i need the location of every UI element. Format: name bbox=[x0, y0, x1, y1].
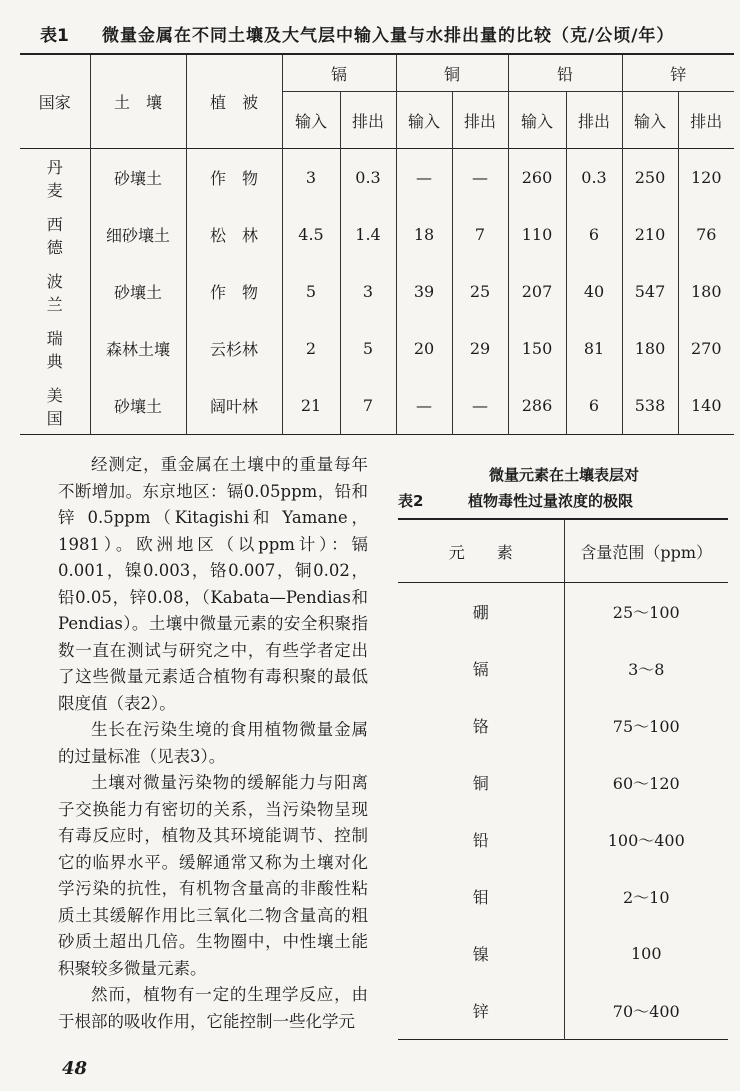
table-row bbox=[398, 925, 728, 982]
cell-pb-input: 286 bbox=[508, 377, 566, 435]
cell-range: 75～100 bbox=[564, 697, 728, 754]
cell-zn-input: 538 bbox=[622, 377, 678, 435]
cell-element: 铬 bbox=[472, 717, 489, 736]
header-cd-input: 输入 bbox=[282, 92, 340, 149]
cell-vegetation: 阔叶林 bbox=[186, 377, 282, 435]
cell-vegetation: 作 物 bbox=[186, 149, 282, 207]
cell-element: 硼 bbox=[472, 603, 489, 622]
table-row bbox=[20, 263, 734, 320]
table-row bbox=[20, 206, 734, 263]
table-row bbox=[398, 640, 728, 697]
cell-element: 铅 bbox=[472, 831, 489, 850]
cell-cd-output: 3 bbox=[340, 263, 396, 320]
paragraph: 然而，植物有一定的生理学反应，由于根部的吸收作用，它能控制一些化学元 bbox=[58, 985, 368, 1031]
cell-pb-input: 207 bbox=[508, 263, 566, 320]
cell-cu-input: 20 bbox=[396, 320, 452, 377]
cell-cd-output: 1.4 bbox=[340, 206, 396, 263]
cell-range: 60～120 bbox=[564, 754, 728, 811]
header-zn-output: 排出 bbox=[678, 92, 734, 149]
table2-caption-line2: 植物毒性过量浓度的极限 bbox=[468, 492, 634, 510]
cell-zn-output: 180 bbox=[678, 263, 734, 320]
cell-soil: 森林土壤 bbox=[90, 320, 186, 377]
cell-country: 丹麦 bbox=[46, 157, 77, 200]
table-row bbox=[398, 754, 728, 811]
cell-vegetation: 云杉林 bbox=[186, 320, 282, 377]
cell-zn-input: 180 bbox=[622, 320, 678, 377]
header-cu-output: 排出 bbox=[452, 92, 508, 149]
cell-element: 锌 bbox=[472, 1002, 489, 1021]
table-row bbox=[20, 149, 734, 207]
header-range: 含量范围（ppm） bbox=[564, 519, 728, 583]
cell-element: 镍 bbox=[472, 945, 489, 964]
body-text bbox=[58, 452, 368, 1035]
cell-cd-input: 5 bbox=[282, 263, 340, 320]
cell-pb-output: 40 bbox=[566, 263, 622, 320]
cell-soil: 砂壤土 bbox=[90, 263, 186, 320]
header-pb-output: 排出 bbox=[566, 92, 622, 149]
header-zinc: 锌 bbox=[622, 54, 734, 92]
table1-title-text: 微量金属在不同土壤及大气层中输入量与水排出量的比较（克/公顷/年） bbox=[102, 25, 675, 46]
cell-zn-output: 76 bbox=[678, 206, 734, 263]
cell-cd-output: 5 bbox=[340, 320, 396, 377]
table2-caption bbox=[398, 490, 730, 511]
cell-cd-input: 21 bbox=[282, 377, 340, 435]
cell-zn-output: 270 bbox=[678, 320, 734, 377]
cell-cu-input: — bbox=[396, 149, 452, 207]
cell-pb-output: 6 bbox=[566, 377, 622, 435]
cell-range: 100～400 bbox=[564, 811, 728, 868]
cell-country: 瑞典 bbox=[46, 328, 77, 371]
cell-pb-input: 150 bbox=[508, 320, 566, 377]
table2 bbox=[398, 518, 728, 1040]
table-row bbox=[398, 811, 728, 868]
cell-pb-input: 260 bbox=[508, 149, 566, 207]
table-row bbox=[398, 697, 728, 754]
cell-country: 波兰 bbox=[46, 271, 77, 314]
header-cd-output: 排出 bbox=[340, 92, 396, 149]
cell-zn-input: 547 bbox=[622, 263, 678, 320]
cell-range: 2～10 bbox=[564, 868, 728, 925]
cell-pb-output: 81 bbox=[566, 320, 622, 377]
table-row bbox=[398, 583, 728, 641]
cell-soil: 细砂壤土 bbox=[90, 206, 186, 263]
paragraph: 土壤对微量污染物的缓解能力与阳离子交换能力有密切的关系，当污染物呈现有毒反应时，植物及其环境能调节、控制它的临界水平。缓解通常又称为土壤对化学污染的抗性，有机物含量高的非酸性粘质土其缓解作用比三氧化二物含量高的粗砂质土超出几倍。生物圈中，中性壤土能积聚较多微量元素。 bbox=[58, 773, 368, 978]
header-zn-input: 输入 bbox=[622, 92, 678, 149]
cell-country: 西德 bbox=[46, 214, 77, 257]
cell-cu-output: 25 bbox=[452, 263, 508, 320]
paragraph: 经测定，重金属在土壤中的重量每年不断增加。东京地区：镉0.05ppm，铅和锌 0.5ppm（Kitagishi和 Yamane，1981）。欧洲地区（以ppm计）：镉0.001，镍0.003，铬0.007，铜0.02，铅0.05，锌0.08，（Kabata—Pendias和Pendias）。土壤中微量元素的安全积聚指数一直在测试与研究之中，有些学者定出了这些微量元素适合植物有毒积聚的最低限度值（表2）。 bbox=[58, 455, 368, 713]
cell-vegetation: 作 物 bbox=[186, 263, 282, 320]
table-row bbox=[398, 868, 728, 925]
cell-pb-output: 6 bbox=[566, 206, 622, 263]
header-vegetation: 植 被 bbox=[186, 54, 282, 149]
cell-pb-output: 0.3 bbox=[566, 149, 622, 207]
cell-zn-input: 210 bbox=[622, 206, 678, 263]
cell-pb-input: 110 bbox=[508, 206, 566, 263]
cell-cu-output: 29 bbox=[452, 320, 508, 377]
cell-soil: 砂壤土 bbox=[90, 149, 186, 207]
cell-range: 70～400 bbox=[564, 982, 728, 1040]
table1-label: 表1 bbox=[40, 25, 69, 46]
cell-range: 100 bbox=[564, 925, 728, 982]
cell-cd-input: 2 bbox=[282, 320, 340, 377]
cell-cu-input: 39 bbox=[396, 263, 452, 320]
cell-cd-output: 0.3 bbox=[340, 149, 396, 207]
cell-range: 25～100 bbox=[564, 583, 728, 641]
cell-cd-input: 4.5 bbox=[282, 206, 340, 263]
table1-title bbox=[40, 18, 730, 48]
header-element: 元 素 bbox=[398, 519, 564, 583]
table2-label: 表2 bbox=[398, 492, 424, 510]
table2-caption-line1: 微量元素在土壤表层对 bbox=[488, 466, 639, 484]
table1 bbox=[20, 53, 734, 435]
header-copper: 铜 bbox=[396, 54, 508, 92]
header-soil: 土 壤 bbox=[90, 54, 186, 149]
cell-cd-output: 7 bbox=[340, 377, 396, 435]
cell-element: 镉 bbox=[472, 660, 489, 679]
header-country: 国家 bbox=[38, 93, 71, 112]
table-row bbox=[20, 320, 734, 377]
cell-cu-input: 18 bbox=[396, 206, 452, 263]
cell-range: 3～8 bbox=[564, 640, 728, 697]
cell-zn-output: 140 bbox=[678, 377, 734, 435]
cell-zn-input: 250 bbox=[622, 149, 678, 207]
cell-cu-output: — bbox=[452, 377, 508, 435]
paragraph: 生长在污染生境的食用植物微量金属的过量标准（见表3）。 bbox=[58, 720, 368, 766]
cell-cd-input: 3 bbox=[282, 149, 340, 207]
table-row bbox=[20, 377, 734, 435]
header-cu-input: 输入 bbox=[396, 92, 452, 149]
cell-cu-input: — bbox=[396, 377, 452, 435]
cell-cu-output: 7 bbox=[452, 206, 508, 263]
cell-element: 铜 bbox=[472, 774, 489, 793]
cell-zn-output: 120 bbox=[678, 149, 734, 207]
page-number: 48 bbox=[62, 1058, 88, 1079]
cell-soil: 砂壤土 bbox=[90, 377, 186, 435]
cell-vegetation: 松 林 bbox=[186, 206, 282, 263]
cell-cu-output: — bbox=[452, 149, 508, 207]
cell-country: 美国 bbox=[46, 385, 77, 428]
table-row bbox=[398, 982, 728, 1040]
cell-element: 钼 bbox=[472, 888, 489, 907]
header-cadmium: 镉 bbox=[282, 54, 396, 92]
header-lead: 铅 bbox=[508, 54, 622, 92]
header-pb-input: 输入 bbox=[508, 92, 566, 149]
